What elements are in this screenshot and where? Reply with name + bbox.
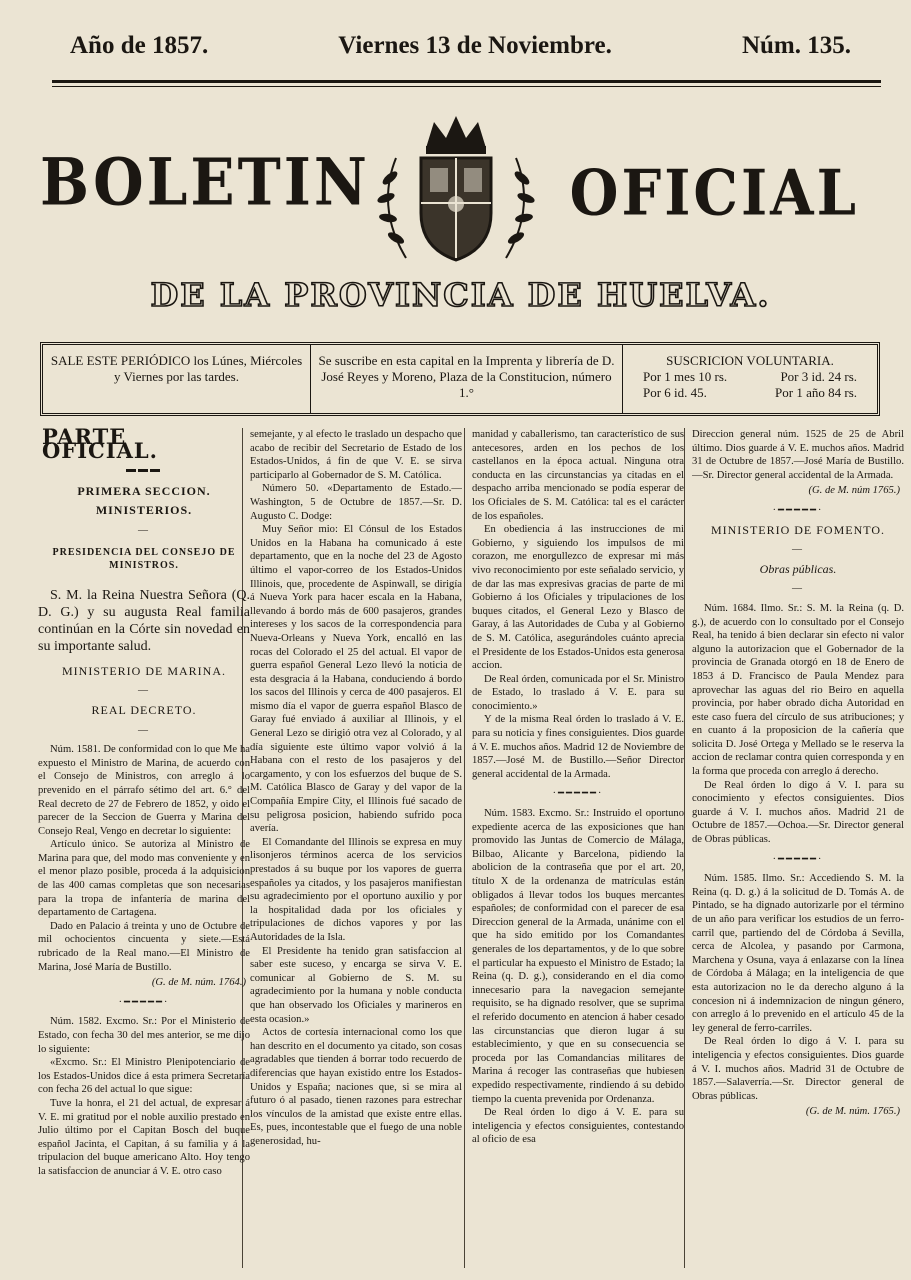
issue-number: Núm. 135.: [741, 32, 851, 59]
paragraph: Núm. 1684. Ilmo. Sr.: S. M. la Reina (q. D. g.), de acuerdo con lo consultado por el Consejo Real, ha tenido á bien declarar sin efecto ni valor alguno la autorizacion que el Gobernador de la provincia de Granada otorgó en 18 de Enero de 1853 á D. Francisco de Paula Mendez para aprovechar las aguas del rio Beiro en aquella provincia, por haber obrado dicha Autoridad en este caso fuera del círculo de sus atribuciones; y en cuanto á la proposicion de la cañería que solicita D. José Ortega y Mellado se le reserva la accion de reclamar contra quien corresponda y en la forma que proceda con arreglo á derecho.: [692, 602, 904, 778]
ornament-divider: —: [138, 524, 150, 536]
issue-date: Viernes 13 de Noviembre.: [338, 32, 612, 59]
paragraph: Artículo único. Se autoriza al Ministro de Marina para que, del modo mas conveniente y en el menor plazo posible, proceda á la adquisicion de las 400 camas completas que son necesarias para la tropa de infantería de marina del departamento de Cartagena.: [38, 839, 250, 919]
dateline: [70, 32, 851, 60]
ornament-divider: —: [138, 685, 150, 697]
ministries-heading: MINISTERIOS.: [95, 503, 193, 518]
price-1-month: Por 1 mes 10 rs.: [643, 369, 728, 384]
royal-decree-heading: REAL DECRETO.: [91, 702, 197, 717]
presidency-heading: PRESIDENCIA DEL CONSEJO DE MINISTROS.: [52, 546, 236, 572]
gazette-reference: (G. de M. núm. 1765.): [805, 1106, 900, 1118]
column-2: [250, 428, 462, 1268]
paragraph: Dado en Palacio á treinta y uno de Octubre de mil ochocientos cincuenta y siete.—Está rubricado de la Real mano.—El Ministro de Marina, José María de Bustillo.: [38, 920, 250, 973]
header-rule-thin: [52, 86, 881, 87]
paragraph: Muy Señor mio: El Cónsul de los Estados Unidos en la Habana ha comunicado á este departamento, que en la noche del 23 de Agosto último el vapor-correo de los Estados-Unidos Illinois, que, procedente de Aspinwall, se dirigía á Nueva York para hacer escala en la Habana, llevando á bordo más de 600 pasajeros, grandes intereses y los sacos de la correspondencia para Nueva-Orleans y Nueva York, encalló en las rocas del Colorado el 25 del actual. El vapor de guerra español General Lezo llevó la noticia de esta desgracia á la Habana, conduciendo á bordo los sacos del Illinois y cerca de 400 pasajeros. El mismo día el vapor de guerra español Blasco de Garay fué enviado á auxiliar al Illinois, y el General Lezo se dirigió otra vez al Colorado, y al día siguiente este último vapor volvió á la Habana con el resto de los pasajeros y del cargamento, y con los esfuerzos del buque de S. M. Católica Blasco de Garay y del vapor de la Compañía Empire City, el Illinois fué sacado de su peligrosa posicion, habiendo sufrido poca avería.: [250, 524, 462, 835]
paragraph: De Real órden lo digo á V. I. para su inteligencia y efectos consiguientes. Dios guarde á V. I. muchos años. Madrid 31 de Octubre de 1857.—Salaverría.—Sr. Director general de Obras públicas.: [692, 1036, 904, 1102]
paragraph: manidad y caballerismo, tan característico de sus antecesores, arden en los pechos de los castellanos en la época actual. Ninguna otra conducta en las circunstancias ya citadas en el despacho arriba mencionado se podía esperar de los Oficiales de S. M. Católica: tal es el carácter de los españoles.: [472, 429, 684, 522]
column-4: [692, 428, 904, 1268]
paragraph: semejante, y al efecto le traslado un despacho que acabo de recibir del Secretario de Estado de los Estados-Unidos, á fin de que V. E. se sirva participarlo al Gobernador de S. M. Católica.: [250, 429, 462, 481]
paragraph: De Real órden, comunicada por el Sr. Ministro de Estado, lo traslado á V. E. para su conocimiento.»: [472, 673, 684, 712]
price-6-months: Por 6 id. 45.: [643, 385, 707, 400]
section-subtitle: PRIMERA SECCION.: [77, 483, 211, 498]
gazette-reference: (G. de M. núm 1765.): [808, 485, 900, 497]
price-3-months: Por 3 id. 24 rs.: [780, 369, 857, 384]
paragraph: El Comandante del Illinois se expresa en muy lisonjeros términos acerca de los servicios prestados á su buque por los vapores de guerra españoles ya citados, y los pasajeros manifiestan su agradecimiento por el oportuno auxilio y por la hospitalidad dada por los oficiales y tripulaciones de dichos vapores y por las Autoridades de la Isla.: [250, 836, 462, 943]
paragraph: Núm. 1582. Excmo. Sr.: Por el Ministerio de Estado, con fecha 30 del mes anterior, se me dijo lo siguiente:: [38, 1016, 250, 1055]
ornament-divider: ▬▬▬: [126, 464, 162, 476]
paragraph: Actos de cortesía internacional como los que han descrito en el documento ya citado, son cosas agradables que tienden á borrar todo recuerdo de diferencias que hayan existido entre los Estados-Unidos y España; naciones que, si se mira al futuro ó al pasado, tienen razones para estrechar los vínculos de la amistad que existe entre ellas. Es, pues, incontestable que el fuego de una noble generosidad, hu-: [250, 1027, 462, 1147]
issue-year: Año de 1857.: [70, 32, 209, 59]
paragraph: De Real órden lo digo á V. E. para su inteligencia y efectos consiguientes, contestando al oficio de esa: [472, 1107, 684, 1146]
public-works-heading: Obras públicas.: [759, 561, 837, 576]
ornament-divider: —: [792, 583, 804, 595]
paragraph: «Excmo. Sr.: El Ministro Plenipotenciario de los Estados-Unidos dice á esta primera Secretaría con fecha 26 del actual lo que sigue:: [38, 1057, 250, 1096]
column-1: [38, 428, 250, 1268]
royal-crest-icon: [366, 108, 546, 268]
paragraph: Y de la misma Real órden lo traslado á V. E. para su noticia y fines consiguientes. Dios guarde á V. E. muchos años. Madrid 12 de Noviembre de 1857.—José M. de Bustillo.—Señor Director general accidental de la Armada.: [472, 714, 684, 780]
ornament-divider: ·━━━━━·: [772, 853, 824, 865]
masthead-title-left: BOLETIN: [40, 143, 370, 221]
paragraph: El Presidente ha tenido gran satisfaccion al saber este suceso, y encarga se sirva V. E. comunicar al Gobierno de S. M. su agradecimiento por la humana y noble conducta que han observado los Oficiales y marineros en esta ocasion.»: [250, 945, 462, 1025]
ornament-divider: —: [792, 544, 804, 556]
paragraph: Tuve la honra, el 21 del actual, de expresar á V. E. mi gratitud por el noble auxilio prestado en Julio último por el Capitan Bosch del buque español Jacinta, el Capitan, á su familia y á la tripulacion del buque americano Alto. Hoy tengo la satisfaccion de anunciar á V. E. otro caso: [38, 1097, 250, 1177]
section-title: PARTE OFICIAL.: [42, 428, 158, 463]
paragraph: Número 50. «Departamento de Estado.—Washington, 5 de Octubre de 1857.—Sr. D. Augusto C. Dodge:: [250, 483, 462, 522]
subscription-box: [40, 342, 880, 416]
development-ministry-heading: MINISTERIO DE FOMENTO.: [710, 522, 886, 537]
price-1-year: Por 1 año 84 rs.: [775, 385, 857, 400]
ornament-divider: ·━━━━━·: [552, 788, 604, 800]
masthead-subtitle: DE LA PROVINCIA DE HUELVA.: [150, 276, 771, 314]
paragraph: Direccion general núm. 1525 de 25 de Abril último. Dios guarde á V. E. muchos años. Madrid 31 de Octubre de 1857.—José María de Bustillo.—Sr. Director general accidental de la Armada.: [692, 429, 904, 481]
column-rule: [464, 428, 465, 1268]
publication-days: SALE ESTE PERIÓDICO los Lúnes, Miércoles y Viernes por las tardes.: [43, 345, 311, 413]
gazette-reference: (G. de M. núm. 1764.): [151, 977, 246, 989]
paragraph: En obediencia á las instrucciones de mi Gobierno, y siguiendo los impulsos de mi corazon, me enorgullezco de expresar mi más vivo reconocimiento por este señalado servicio, y de dar las mas expresivas gracias de parte de mi Gobierno á los Oficiales y tripulaciones de los buques citados, el General Lezo y Blasco de Garay, á las Autoridades de Cuba y al Gobierno de S. M. Católica, asegurándoles cuánto aprecia el Presidente de los Estados-Unidos esta generosa accion.: [472, 524, 684, 672]
masthead-title-right: OFICIAL: [569, 156, 859, 230]
navy-ministry-heading: MINISTERIO DE MARINA.: [62, 663, 226, 678]
ornament-divider: ·━━━━━·: [118, 996, 170, 1008]
paragraph: Núm. 1581. De conformidad con lo que Me ha expuesto el Ministro de Marina, de acuerdo con el Consejo de Ministros, con arreglo á lo prevenido en el párrafo sétimo del art. 6.° del Real decreto de 27 de Febrero de 1852, y oido el parecer de la Seccion de Guerra y Marina del Consejo Real, Vengo en decretar lo siguiente:: [38, 744, 250, 837]
paragraph: Núm. 1583. Excmo. Sr.: Instruido el oportuno expediente acerca de las exposiciones que han promovido las Juntas de Comercio de Málaga, Bilbao, Alicante y Barcelona, pidiendo la abolicion de la contraseña que por el art. 20, título X de la ordenanza de matrículas están obligados á llevar todos los buques mercantes españoles; de conformidad con el parecer de esa Direccion general de la Armada, unánime con el que ha sido emitido por los Comandantes generales de los departamentos, y de lo que sobre el particular ha expuesto el Ministro de Estado; la Reina (q. D. g.), considerando en el dia como innecesario para la navegacion semejante requisito, se ha dignado resolver, que se suprima el referido documento en atencion á haber cesado las circunstancias que dieron lugar á su establecimiento, y que en su consecuencia se proceda por las Comandancias militares de Marina á recoger las contraseñas que hubiesen expedido respectivamente, rindiendo á su debido tiempo la cuenta prevenida por Ordenanza.: [472, 808, 684, 1105]
column-rule: [684, 428, 685, 1268]
paragraph: De Real órden lo digo á V. I. para su conocimiento y efectos consiguientes. Dios guarde á V. I. muchos años. Madrid 21 de Octubre de 1857.—Ochoa.—Sr. Director general de Obras públicas.: [692, 779, 904, 846]
header-rule: [52, 80, 881, 83]
subscription-prices: [623, 345, 877, 413]
column-3: [472, 428, 684, 1268]
queen-health-notice: S. M. la Reina Nuestra Señora (Q. D. G.) y su augusta Real familia continúan en la Córte sin novedad en su importante salud.: [38, 587, 250, 654]
subscription-place: Se suscribe en esta capital en la Imprenta y librería de D. José Reyes y Moreno, Plaza de la Constitucion, número 1.°: [311, 345, 623, 413]
prices-heading: SUSCRICION VOLUNTARIA.: [666, 353, 834, 368]
ornament-divider: —: [138, 724, 150, 736]
ornament-divider: ·━━━━━·: [772, 504, 824, 516]
paragraph: Núm. 1585. Ilmo. Sr.: Accediendo S. M. la Reina (q. D. g.) á la solicitud de D. Tomás A. de Pintado, se ha dignado autorizarle por el término de un año para verificar los estudios de un ferro-carril que, partiendo del de Córdoba á Sevilla, cerca de Alcolea, y pasando por Carmona, Marchena y Osuna, vaya á enlazarse con la línea de Córdoba á Málaga; en la inteligencia de que esta autorizacion no le da derecho alguno á la concesion ni á indemnizacion de ningun género, con arreglo á lo prevenido en el artículo 45 de la ley general de ferro-carriles.: [692, 873, 904, 1034]
